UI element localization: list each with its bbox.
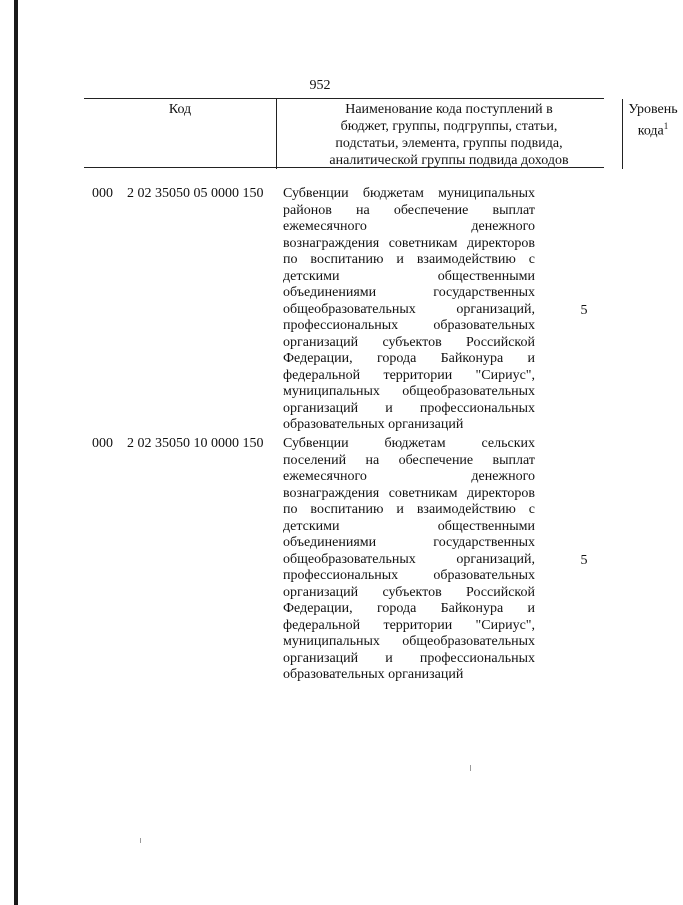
description-line: ежемесячного денежного xyxy=(283,219,535,234)
description-line: районов на обеспечение выплат xyxy=(283,202,535,218)
description-line: объединениями государственных xyxy=(283,535,535,550)
row-lead-code: 000 xyxy=(92,436,113,451)
footnote-marker: 1 xyxy=(663,121,669,131)
description-line: организаций субъектов Российской xyxy=(283,584,535,600)
description-line: организаций и профессиональных xyxy=(283,650,535,666)
description-line: по воспитанию и взаимодействию с xyxy=(283,252,535,267)
header-name-line: аналитической группы подвида доходов xyxy=(329,153,569,168)
row-level: 5 xyxy=(580,553,588,568)
header-name-line: Наименование кода поступлений в xyxy=(345,102,553,117)
header-level-line xyxy=(623,118,683,140)
description-line: ежемесячного денежного xyxy=(283,469,535,484)
description-line: общеобразовательных организаций, xyxy=(283,551,535,567)
row-code: 2 02 35050 05 0000 150 xyxy=(127,186,264,201)
header-name xyxy=(276,99,623,169)
row-description xyxy=(283,436,535,684)
description-line: организаций и профессиональных xyxy=(283,400,535,416)
description-line: образовательных организаций xyxy=(283,417,464,432)
scan-speck xyxy=(140,838,141,843)
row-level: 5 xyxy=(580,303,588,318)
description-line: Федерации, города Байконура и xyxy=(283,351,535,366)
header-level xyxy=(623,99,683,169)
description-line: организаций субъектов Российской xyxy=(283,334,535,350)
description-line: объединениями государственных xyxy=(283,285,535,300)
header-level-line: Уровень xyxy=(628,102,678,117)
description-line: профессиональных образовательных xyxy=(283,568,535,583)
row-description xyxy=(283,186,535,434)
description-line: вознаграждения советникам директоров xyxy=(283,485,535,501)
description-line: профессиональных образовательных xyxy=(283,318,535,333)
row-code: 2 02 35050 10 0000 150 xyxy=(127,436,264,451)
description-line: муниципальных общеобразовательных xyxy=(283,384,535,399)
description-line: Субвенции бюджетам муниципальных xyxy=(283,186,535,201)
description-line: вознаграждения советникам директоров xyxy=(283,235,535,251)
header-code: Код xyxy=(84,99,277,169)
header-name-line: подстатьи, элемента, группы подвида, xyxy=(335,136,563,151)
page-number: 952 xyxy=(309,78,331,93)
description-line: муниципальных общеобразовательных xyxy=(283,634,535,649)
description-line: поселений на обеспечение выплат xyxy=(283,452,535,468)
description-line: федеральной территории "Сириус", xyxy=(283,617,535,633)
description-line: Субвенции бюджетам сельских xyxy=(283,436,535,451)
header-name-line: бюджет, группы, подгруппы, статьи, xyxy=(340,119,558,134)
description-line: Федерации, города Байконура и xyxy=(283,601,535,616)
scan-edge-bar xyxy=(14,0,18,905)
description-line: общеобразовательных организаций, xyxy=(283,301,535,317)
description-line: детскими общественными xyxy=(283,518,535,534)
scan-speck xyxy=(470,765,471,771)
header-level-word: кода xyxy=(637,123,664,139)
row-lead-code: 000 xyxy=(92,186,113,201)
description-line: федеральной территории "Сириус", xyxy=(283,367,535,383)
description-line: образовательных организаций xyxy=(283,667,464,682)
description-line: по воспитанию и взаимодействию с xyxy=(283,502,535,517)
table-header xyxy=(84,98,678,168)
description-line: детскими общественными xyxy=(283,268,535,284)
